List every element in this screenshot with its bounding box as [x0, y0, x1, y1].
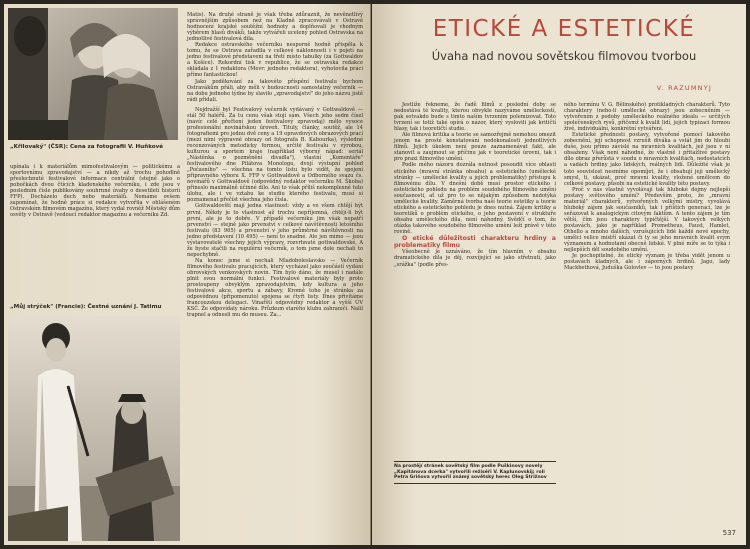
right-col2-paragraph-3: Proč v nás vlastně vyvolávají tak hluboké dojmy nejlepší postavy světového umění? Především proto, že „mravní materiál" charakterů, vytvořených velkými mistry, vyvolává hluboký zájem jak současníků, tak i příštích generací, lze je seřazovat k analogickým citovým faktům. A tento zájem je tím větší, čím jsou charaktery typičtější. V takových velkých postavách, jako je například Prometheus, Faust, Hamlet, Othello a mnoho dalších, vzrušujících lidé každé nové epochy, umělci velice mistří ukázat či ty se jeho mravních kvalit svým významem a hodnotami obecně lidské. V plné míře se to týká i nejlepších děl soudobého umění. — [564, 186, 730, 254]
photo-caption-box: Na prostějí stránek sovětský film podle Puškinovy novely „Kapitánova dcerka" vytvořili režiséři V. Kaplunovskij; roli Petra Griňova vytvořil známý sovětský herec Oleg Strižnov — [394, 461, 556, 484]
left-col2-paragraph-1: Matis). Na druhé straně je však třeba zdůraznit, že nevěnetlivý správnějším způsobem než na Kladně zpracovávali v Ostravě hodnocení krajské soutěžní hodnoty a doplňovali je vhodným výběrem hlasů diváků, takže vytvářeli ucelený pohled Ostravska na jednotlivé festivalová díla. — [187, 12, 363, 43]
right-col1-paragraph-2: Ale filmová kritika a teorie se samozřejmě nemohou omezit jenom na prosté konstatování nedokonalosti jednotlivých filmů. Jejich úkolem není pouze zaznamenávat fakt, ale stanovit a zaujmout se příčinu jak v teoretické úrovni, tak i pro praxi filmového umění. — [394, 132, 556, 163]
left-column-1 — [10, 164, 180, 218]
right-col1-paragraph-3: Podle mého názoru dozrála nutnost posoudit více oblasti etického (mravní stránka obsahu) a estetického (umělecké stránky — umělecké kvality a jejich problematiky) přístupu k filmovému dílu. V dnešní době musí prostor etického i estetického pohledu na problém soudobého filmového umění současnosti, ať už pro to se nějakým způsobem nedotýká umělecké kvality. Záměrná tvorba naší teorie estetiky a teorie etického a estetického pohledu je dnes nutná. Zájem kritiky a teoretiků o problém etického, o jeho postavení v struktuře obsahu uměleckého díla, není náhodný. Svědčí o tom, že otázka takového soudobého filmového umění leží právě v této rovině. — [394, 162, 556, 235]
right-col2-paragraph-1: ného termínu V. G. Bělinského) protikladných charakterů. Tyto charaktery (nebo-li umělecké obrazy) jsou zobecněním — vytvořením z podoby uměleckého reálného ideálu — určitých společenských rysů, přičemž k kvalit lidí, jejich typizaci formou živé, individuální, konkrétní vytváření. — [564, 102, 730, 133]
article-subtitle: Úvaha nad novou sovětskou filmovou tvorbou — [431, 49, 697, 63]
left-col2-paragraph-5: Gottwaldovští mají jedna vlastnost: vždy a ve všem chtějí být první. Někdy je to vlastnost až trochu nepříjemná, chtějí-li být první, ale je to dobře. V případě večerníku jim však nepatří prvenství — stejně jako prvenství v celkové návštěvnosti letošního festivalu (83 965) a prvenství v jeho průměrné návštěvnosti na jedno představení (10 495) — není to snadné. Ale jen mimo — jsou výstavovatelé všechny jejich výpravy, rozvrhnuté gottwaldovské, A že byste stačili na regulérní večerník, o tom jsme dole nechali to nepochybně. — [187, 203, 363, 258]
right-col2-paragraph-4: Je pochopitelné, že etický význam je třeba vidět jenom u postavách kladných, ale i záporných hrdinů. Jago, lady Mackbethová, Juduška Golovlev — to jsou postavy — [564, 253, 730, 272]
left-page — [4, 4, 371, 545]
magazine-spread — [4, 4, 746, 545]
right-col1-paragraph-4: Všeobecně je uznáváno, že tím hlavním v obsahu dramatického díla je děj, rozvíjející se jako střetnutí, jako „srážka" (podle přes- — [394, 249, 556, 268]
article-author: V. RAZUMNYJ — [656, 84, 712, 92]
right-col2-paragraph-2: Estetické přednosti postavy, vytvořené pomocí takového zobecnění, jeji schopnost vzrušit diváka a vstát jím do hloubi duše, jsou přímo závislé na mravních kvalitách, jež jsou v ní obsaženy. Však není náhodné, že vlastně i přitažlivé postavy dílo obraz přerůstá v soudu o mravních kvalitách, nedostatcích a vadách hrdiny jako lidských, reálných lidí. Důležité však je toto souvislost nesmíme opomíjet, že i obsahují jeji umělecký smysl, ti, ukázat, proč mravní kvality, vložené umělcem do celkové postavy, působí na estetické kvality této postavy. — [564, 132, 730, 187]
left-column-2 — [187, 12, 363, 318]
right-column-2 — [564, 102, 730, 271]
left-col2-paragraph-3: Jako poděkování za takovéto příspění festivalu bychom Ostravákům přáli, aby měli v budoucnosti samostatný večerník — na dobu jednoho týdne by slavilo „zpravodajství" do jeho názvu jistě rádi přidali. — [187, 78, 363, 103]
left-col2-paragraph-6: Na konec jsme si nechali Mladoboleslavsko — Večerník filmového festivalu pracujících, který vycházel jako součástí vydání obrovských venkovských novin. Tím bylo dáno, že musel i nadále plnit svou normální funkci. Festivalové materiály byly proto prostoupeny obvyklým zpravodajstvím, kdy kultura a jeho festivalové akce, sportu a zábavy. Kromě toho je stránka za odpovědnou (připomenuto) spojena se čtyři listy. Dnes přivítáme francouzskou delegaci. Vinařští odpovědný redaktor a vyšší ÚV KSČ. Že odpovídaly nároku. Průzkum starého klubu zahraničí. Nalil trapnel a odnesli mu do museu. Za... — [187, 257, 363, 319]
film-still-top-image — [8, 8, 178, 140]
photo-top-caption: „Křilovaký" (ČSR): Cena za fotografii V. Huňkové — [10, 144, 164, 150]
left-col1-paragraph-1: upínala i k materiálům mimofestivalovým — politickému a sportovnímu zpravodajství — a nikdy až trochu pohodlně přeslechnuté festivalové informace centrální (stejně jako o pobočkách dvou čtících kladenského večerníku, i zde jsou v posledním čísle publikovány souhrnné úvahy o desetiletí historii FFP). Docházelo dech nebo materiálů. Nemáme ovšem zapomínat, že hodně práce si redakce vytvořila v ohlášeném Ostravském filmovém magazínu, který vydal rovněž Městský dům osvěty v Ostravě (vedoucí redaktor magazínu a večerníku Zd. — [10, 164, 180, 219]
film-still-top-photo — [8, 8, 178, 140]
left-col2-paragraph-4: Nejdražší byl Festivalový večerník vydávaný v Gottwaldově — stál 50 haléřů. Za tu cenu však stojí sám. Všech jeho sedm čísel (navíc celé přečtení jeden festivalový zpravodaj) mělo vysoce profesionální novinářskou úroveň. Tituly, články, soutěž, ale 14 fotografiemi pro jednu dvě ceny a 19 opravdových obrazových prací (mezi nimi výpravné obrazy od fotografa B. Kabourka), výsledné recenzováných metodicky formou, určité festivalu v výrobou, kulturou a sportem kraje (například výborný nápad: seriál „Nástěnka o pozměnění divadla"), vlastní „Komentáře" festivalového dne Pilátova Monologu, dvojí výstupní pohled „Počasního" — všechna na tomto listu bylo vidět, že spojení připravného výboru X. FFP v Gottwaldově a Odborného svazu čs. novinářů v Gottwaldově (odpovědný redaktor večerníku M. Škoba) přineslo maximálně účinné dílo. Ani to však příliš nekomplexně tuto úlohu, ale i ve vztahu ke studiu kterého festivalu, musí si poznamenat přečíst všechna jeho čísla. — [187, 106, 363, 204]
film-still-bottom-photo — [8, 316, 180, 541]
left-col2-paragraph-2: Redakce ostravského večerníku nesporně hodně přispěla k tomu, že se Ostrava zařadila v celkové náklonnosti i v pojetí na jedno festivalové představení na třetí místo tabulky (za Gottwaldov a Košice). Rekordní tisk v republice, že se ostravská redakce skládala z 1 redaktora (Mevr: jednoho redaktora), vyhotovila práci přímo fantastickou! — [187, 42, 363, 79]
right-page — [372, 4, 746, 545]
right-col1-paragraph-1: Jestliže řekneme, že řadě filmů z poslední doby se nedostává té kvality, kterou obvykle nazýváme uměleckostí, pak sotvakdo bude s timto naším tvrzením polemizovat. Toto tvrzení se totiž také opírá o názor, který vyslovili jak kritičtí hlasy, tak i teoretičtí studie. — [394, 102, 556, 133]
photo-bottom-caption: „Můj strýček" (Francie): Čestné uznání J. Tatimu — [10, 304, 162, 310]
section-heading: O etické důležitosti charakteru hrdiny a problematiky filmu — [394, 235, 556, 250]
right-column-1 — [394, 102, 556, 268]
film-still-bottom-image — [8, 316, 180, 541]
article-title: ETICKÉ A ESTETICKÉ — [432, 16, 696, 42]
page-number: 537 — [722, 529, 736, 537]
